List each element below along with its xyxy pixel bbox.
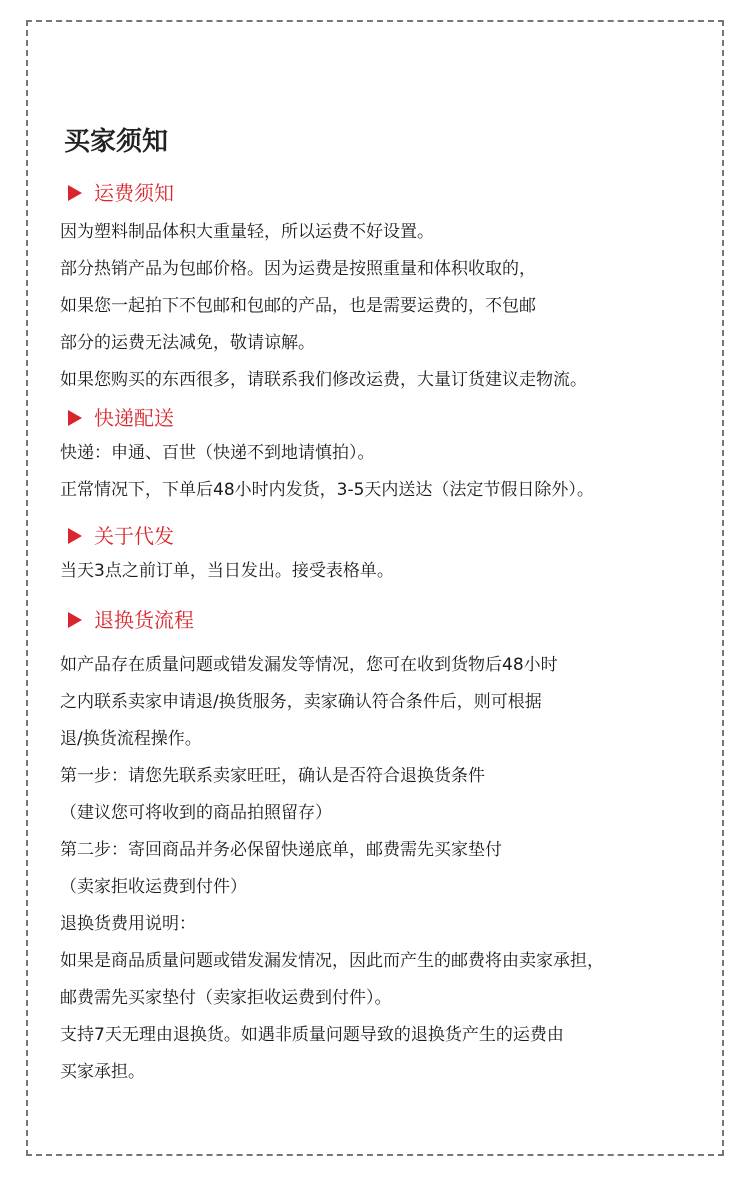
section-heading: 运费须知 [94, 181, 174, 205]
paragraph-line: 如产品存在质量问题或错发漏发等情况，您可在收到货物后48小时 [60, 655, 558, 675]
paragraph-line: 第一步：请您先联系卖家旺旺，确认是否符合退换货条件 [60, 766, 485, 786]
paragraph-line: 买家承担。 [60, 1062, 145, 1082]
paragraph-line: 因为塑料制品体积大重量轻，所以运费不好设置。 [60, 222, 434, 242]
paragraph-line: 正常情况下，下单后48小时内发货，3-5天内送达（法定节假日除外）。 [60, 480, 594, 500]
page-title: 买家须知 [64, 127, 169, 157]
paragraph-line: 退/换货流程操作。 [60, 729, 202, 749]
paragraph-line: 之内联系卖家申请退/换货服务，卖家确认符合条件后，则可根据 [60, 692, 542, 712]
paragraph-line: （卖家拒收运费到付件） [60, 877, 247, 897]
paragraph-line: 第二步：寄回商品并务必保留快递底单，邮费需先买家垫付 [60, 840, 502, 860]
notice-content [60, 122, 730, 1091]
paragraph-line: 当天3点之前订单，当日发出。接受表格单。 [60, 561, 394, 581]
section-heading: 退换货流程 [94, 608, 194, 632]
section-shipping-fee [60, 178, 730, 399]
triangle-bullet-icon [68, 528, 82, 544]
triangle-bullet-icon [68, 410, 82, 426]
section-return-process [60, 605, 730, 1091]
section-header [68, 605, 730, 635]
section-dropshipping [60, 521, 730, 590]
paragraph-line: 部分热销产品为包邮价格。因为运费是按照重量和体积收取的， [60, 259, 536, 279]
section-heading: 快递配送 [94, 406, 174, 430]
triangle-bullet-icon [68, 185, 82, 201]
paragraph-line: 退换货费用说明： [60, 914, 196, 934]
section-header [68, 403, 730, 433]
paragraph-line: 支持7天无理由退换货。如遇非质量问题导致的退换货产生的运费由 [60, 1025, 564, 1045]
paragraph-line: 部分的运费无法减免，敬请谅解。 [60, 333, 315, 353]
paragraph-line: 如果您购买的东西很多，请联系我们修改运费，大量订货建议走物流。 [60, 370, 587, 390]
section-header [68, 521, 730, 551]
section-heading: 关于代发 [94, 524, 174, 548]
section-express-delivery [60, 403, 730, 509]
paragraph-line: 快递：申通、百世（快递不到地请慎拍）。 [60, 443, 375, 463]
paragraph-line: （建议您可将收到的商品拍照留存） [60, 803, 332, 823]
paragraph-line: 如果您一起拍下不包邮和包邮的产品，也是需要运费的，不包邮 [60, 296, 536, 316]
paragraph-line: 邮费需先买家垫付（卖家拒收运费到付件）。 [60, 988, 392, 1008]
section-header [68, 178, 730, 208]
paragraph-line: 如果是商品质量问题或错发漏发情况，因此而产生的邮费将由卖家承担， [60, 951, 604, 971]
triangle-bullet-icon [68, 612, 82, 628]
